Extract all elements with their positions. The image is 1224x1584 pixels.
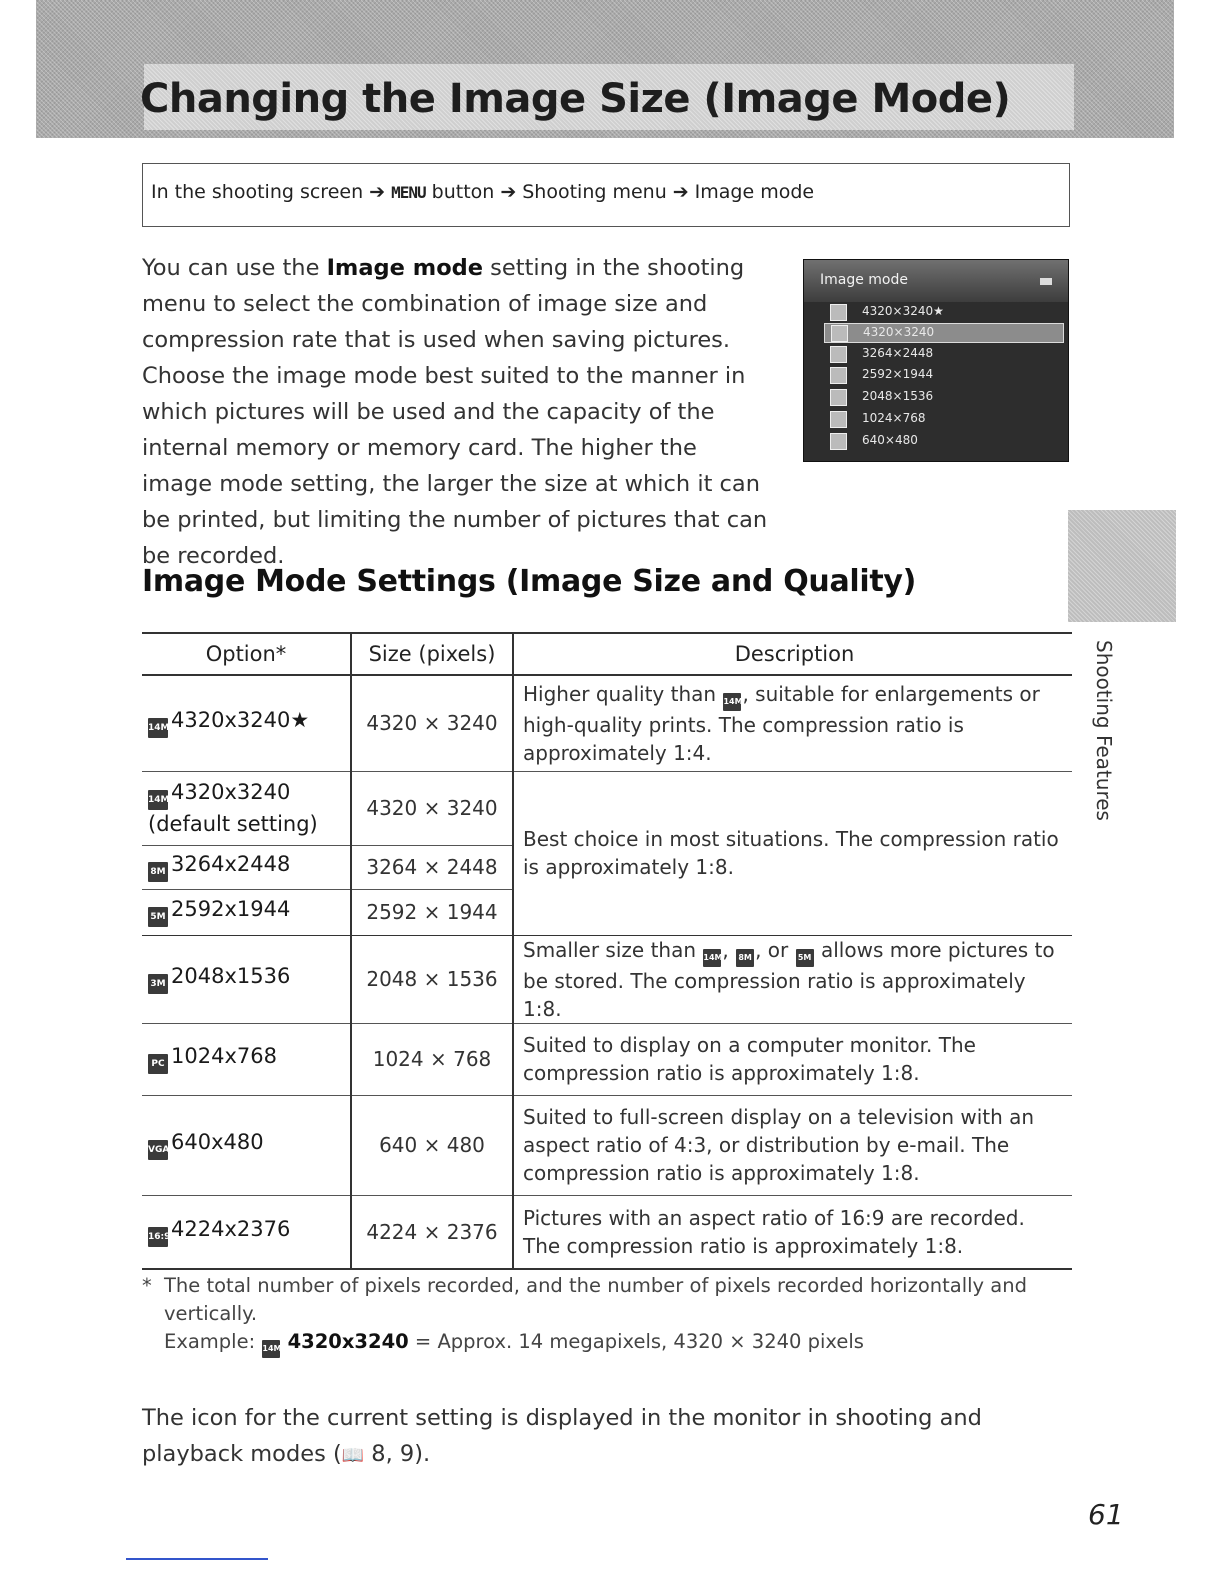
option-cell: 14M4320x3240 (default setting) (142, 771, 351, 845)
chapter-side-tab (1068, 510, 1176, 622)
arrow-right-icon: ➔ (672, 181, 689, 203)
image-size-pc-icon (830, 411, 847, 428)
table-row (142, 1095, 1072, 1195)
image-size-14m-icon: 14M (148, 718, 168, 738)
camera-screen-title: Image mode (820, 272, 908, 288)
footnote-marker: * (142, 1274, 152, 1297)
image-size-8m-icon (830, 346, 847, 363)
menu-navigation-path (142, 163, 1070, 227)
camera-menu-item: 3264×2448 (824, 345, 1064, 365)
description-cell: Higher quality than 14M, suitable for enlargements or high-quality prints. The compression ratio is approximately 1:4. (513, 675, 1072, 771)
header-option: Option* (142, 633, 351, 675)
image-size-5m-icon: 5M (148, 907, 168, 927)
table-row (142, 771, 1072, 845)
camera-menu-item: 2592×1944 (824, 366, 1064, 386)
size-cell: 640 × 480 (351, 1095, 513, 1195)
option-cell: VGA640x480 (142, 1095, 351, 1195)
image-size-14m-icon: 14M (148, 790, 168, 810)
image-size-14m-icon: 14M (723, 693, 741, 711)
image-size-8m-icon: 8M (736, 949, 754, 967)
description-cell: Pictures with an aspect ratio of 16:9 are recorded. The compression ratio is approximately 1:8. (513, 1195, 1072, 1269)
header-description: Description (513, 633, 1072, 675)
closing-paragraph: The icon for the current setting is displayed in the monitor in shooting and playback modes (📖 8, 9). (142, 1405, 982, 1467)
option-cell: 14M4320x3240★ (142, 675, 351, 771)
image-size-3m-icon: 3M (148, 974, 168, 994)
option-cell: PC 1024x768 (142, 1023, 351, 1095)
chapter-side-label: Shooting Features (1092, 640, 1116, 821)
table-row (142, 935, 1072, 1023)
header-size: Size (pixels) (351, 633, 513, 675)
image-mode-term: Image mode (326, 255, 484, 281)
table-header-row (142, 633, 1072, 675)
image-size-14m-icon (831, 325, 848, 342)
nav-step-button: button (431, 181, 495, 203)
camera-image-mode-screen (803, 259, 1069, 462)
camera-menu-item: 2048×1536 (824, 388, 1064, 408)
image-size-14m-icon: 14M (703, 949, 721, 967)
nav-start: In the shooting screen (151, 181, 364, 203)
book-reference-icon: 📖 (341, 1445, 365, 1466)
arrow-right-icon: ➔ (369, 181, 386, 203)
table-row (142, 1023, 1072, 1095)
arrow-right-icon: ➔ (500, 181, 517, 203)
image-size-14m-icon (830, 304, 847, 321)
footnote-example: Example: 14M 4320x3240 = Approx. 14 megapixels, 4320 × 3240 pixels (142, 1328, 1072, 1358)
option-cell: 8M 3264x2448 (142, 845, 351, 889)
size-cell: 4320 × 3240 (351, 771, 513, 845)
size-cell: 4224 × 2376 (351, 1195, 513, 1269)
camera-menu-item: 640×480 (824, 432, 1064, 452)
nav-step-shooting-menu: Shooting menu (522, 181, 667, 203)
footnote-text: The total number of pixels recorded, and the number of pixels recorded horizontally and vertically. (164, 1274, 1027, 1325)
size-cell: 4320 × 3240 (351, 675, 513, 771)
image-size-5m-icon: 5M (796, 949, 814, 967)
section-heading: Image Mode Settings (Image Size and Quality) (142, 564, 917, 599)
battery-icon (1040, 278, 1052, 285)
image-mode-settings-table (142, 632, 1072, 1270)
size-cell: 2592 × 1944 (351, 889, 513, 935)
size-cell: 3264 × 2448 (351, 845, 513, 889)
default-setting-label: (default setting) (148, 812, 318, 836)
camera-screen-header (804, 260, 1068, 302)
intro-paragraph-1: You can use the Image mode setting in the shooting menu to select the combination of image size and compression rate that is used when saving pictures. (142, 255, 745, 353)
image-size-vga-icon: VGA (148, 1140, 168, 1160)
nav-step-image-mode: Image mode (694, 181, 815, 203)
image-size-5m-icon (830, 367, 847, 384)
description-cell-shared: Best choice in most situations. The compression ratio is approximately 1:8. (513, 771, 1072, 935)
menu-key-label: MENU (391, 183, 426, 202)
option-cell: 3M 2048x1536 (142, 935, 351, 1023)
size-cell: 1024 × 768 (351, 1023, 513, 1095)
image-size-pc-icon: PC (148, 1054, 168, 1074)
bottom-divider (126, 1558, 268, 1560)
page-number: 61 (1088, 1498, 1124, 1531)
description-cell: Suited to full-screen display on a television with an aspect ratio of 4:3, or distribution by e-mail. The compression ratio is approximately 1:8. (513, 1095, 1072, 1195)
image-size-3m-icon (830, 389, 847, 406)
size-cell: 2048 × 1536 (351, 935, 513, 1023)
image-size-16-9-icon: 16:9 (148, 1227, 168, 1247)
table-row (142, 675, 1072, 771)
option-cell: 16:94224x2376 (142, 1195, 351, 1269)
intro-paragraph-2: Choose the image mode best suited to the manner in which pictures will be used and the capacity of the internal memory or memory card. The higher the image mode setting, the larger the size at which it can be printed, but limiting the number of pictures that can be recorded. (142, 363, 768, 569)
page-title: Changing the Image Size (Image Mode) (140, 76, 1011, 122)
image-size-14m-icon: 14M (262, 1340, 280, 1358)
image-size-8m-icon: 8M (148, 862, 168, 882)
description-cell: Suited to display on a computer monitor. The compression ratio is approximately 1:8. (513, 1023, 1072, 1095)
camera-menu-item: 4320×3240★ (824, 303, 1064, 323)
option-cell: 5M 2592x1944 (142, 889, 351, 935)
image-size-vga-icon (830, 433, 847, 450)
table-row (142, 1195, 1072, 1269)
table-footnote (142, 1272, 1072, 1358)
description-cell: Smaller size than 14M, 8M , or 5M allows more pictures to be stored. The compression ratio is approximately 1:8. (513, 935, 1072, 1023)
camera-menu-item: 1024×768 (824, 410, 1064, 430)
camera-menu-item-selected: 4320×3240 (824, 323, 1064, 343)
